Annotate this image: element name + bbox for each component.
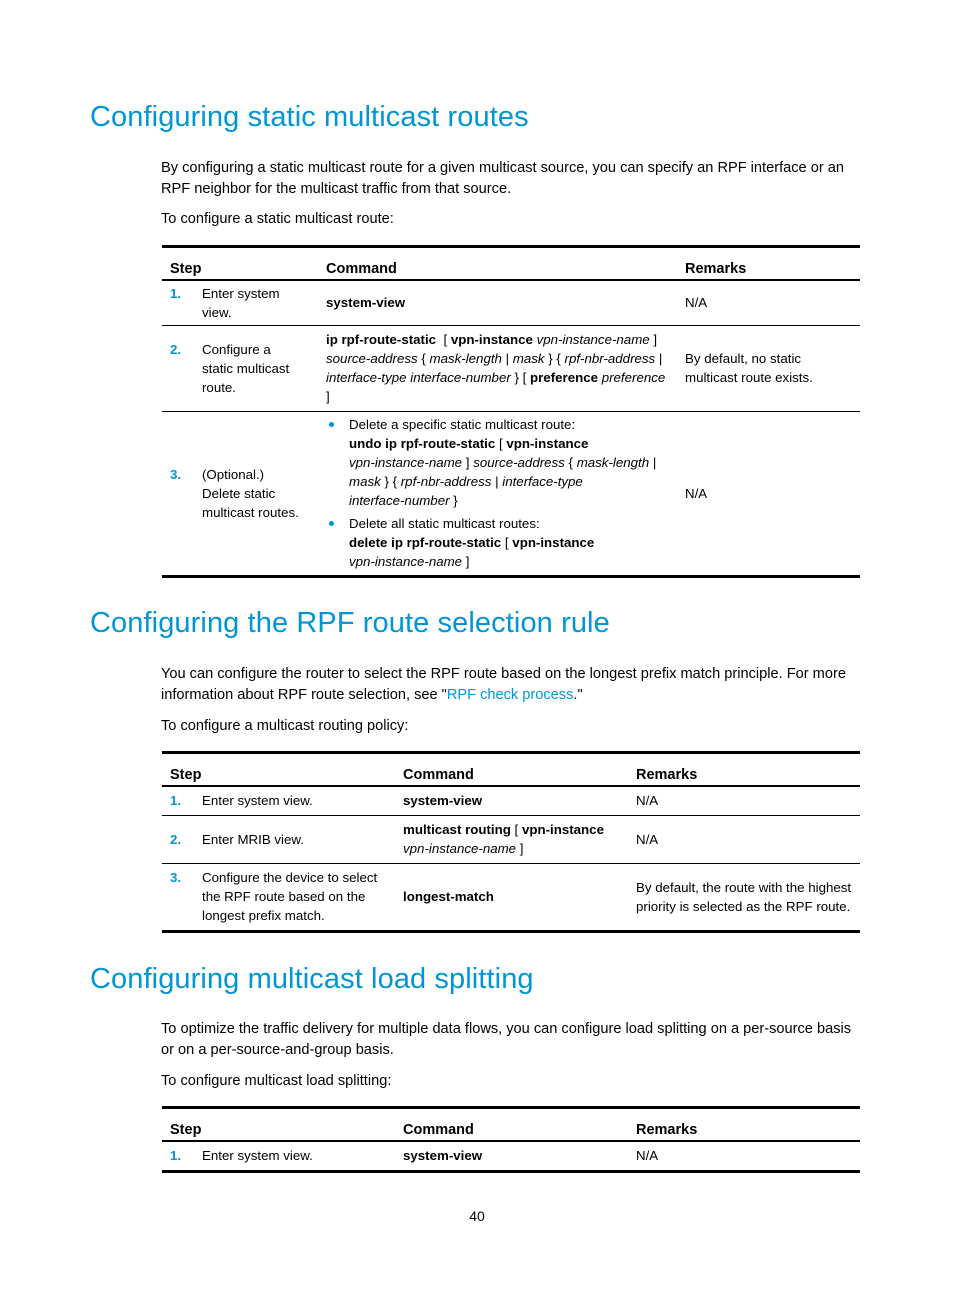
bullet-item: Delete a specific static multicast route: undo ip rpf-route-static [ vpn-instance vpn-instance-name ] source-address { mask-length | mask } { rpf-nbr-address | interface-type interface-number } [326,415,669,510]
command-argument: preference [601,370,666,385]
step-number: 3. [170,466,182,482]
step-cell [162,786,395,815]
rpf-check-process-link[interactable]: RPF check process [446,687,574,703]
remarks-cell: By default, no static multicast route exists. [685,351,813,385]
table-header-row [162,1108,860,1142]
header-remarks: Remarks [685,261,747,277]
header-remarks: Remarks [636,1122,698,1138]
intro-text: You can configure the router to select the RPF route based on the longest prefix match principle. For more information about RPF route selection, see " [161,666,846,703]
step-number: 1. [170,793,182,809]
table-header-row [162,247,860,281]
header-command: Command [403,1122,474,1138]
command-keyword: system-view [403,1148,483,1164]
table-lead-text: To configure a multicast routing policy: [161,718,409,734]
header-command: Command [403,767,474,783]
command-argument: vpn-instance-name [349,455,463,470]
command-argument: interface-number [410,370,511,385]
step-cell [162,1141,395,1171]
table-row [162,863,860,931]
step-cell [162,411,318,576]
command-argument: vpn-instance-name [536,332,650,347]
section-title-rpf-rule: Configuring the RPF route selection rule [90,607,610,639]
rpf-rule-table [162,751,860,933]
table-row [162,815,860,863]
header-step: Step [170,261,202,277]
remarks-cell: N/A [685,485,708,501]
command-keyword: system-view [326,295,406,311]
table-row [162,786,860,815]
command-keyword: vpn-instance [512,535,595,550]
section-title-static-routes: Configuring static multicast routes [90,101,529,133]
step-number: 2. [170,831,182,847]
command-keyword: vpn-instance [450,332,533,347]
step-cell [162,815,395,863]
intro-paragraph: By configuring a static multicast route for a given multicast source, you can specify an RPF interface or an RPF neighbor for the multicast traffic from that source. [161,160,844,197]
step-text: Enter MRIB view. [202,831,304,847]
header-step: Step [170,1122,202,1138]
table-row [162,1141,860,1171]
command-argument: source-address [473,455,565,470]
command-cell: ip rpf-route-static [ vpn-instance vpn-instance-name ] source-address { mask-length | mask } { rpf-nbr-address | interface-type interface-number } [ preference preference ] [326,332,666,404]
header-step: Step [170,767,202,783]
command-keyword: delete ip rpf-route-static [349,535,502,550]
bullet-text: Delete all static multicast routes: [349,516,540,531]
load-splitting-table [162,1106,860,1173]
command-argument: rpf-nbr-address [564,351,656,366]
remarks-cell: N/A [685,295,708,311]
page-number: 40 [469,1208,485,1224]
command-keyword: preference [530,370,598,385]
command-argument: interface-type [502,474,583,489]
command-keyword: multicast routing [403,822,511,837]
command-argument: mask [512,351,545,366]
command-cell [395,786,628,815]
command-argument: mask-length [429,351,502,366]
step-text: Enter system view. [202,285,280,320]
step-text: Enter system view. [202,1148,313,1164]
header-remarks: Remarks [636,767,698,783]
command-argument: vpn-instance-name [349,554,463,569]
command-cell [318,280,677,325]
command-keyword: system-view [403,793,483,809]
step-text: Configure a static multicast route. [202,341,290,395]
step-cell [162,863,395,931]
table-row [162,280,860,325]
command-argument: interface-number [349,493,450,508]
table-header-row [162,753,860,787]
bullet-item: Delete all static multicast routes: delete ip rpf-route-static [ vpn-instance vpn-instance-name ] [326,514,669,571]
step-text: Configure the device to select the RPF route based on the longest prefix match. [202,870,378,923]
intro-paragraph [161,664,866,706]
step-number: 3. [170,870,182,885]
remarks-cell: By default, the route with the highest priority is selected as the RPF route. [636,879,852,914]
command-keyword: vpn-instance [506,436,589,451]
step-number: 1. [170,1148,182,1164]
step-cell [162,325,318,411]
table-lead-text: To configure a static multicast route: [161,211,394,227]
command-argument: rpf-nbr-address [400,474,492,489]
remarks-cell: N/A [636,1148,659,1164]
command-keyword: vpn-instance [521,822,604,837]
command-cell: multicast routing [ vpn-instance vpn-instance-name ] [403,822,604,856]
bullet-text: Delete a specific static multicast route: [349,417,576,432]
table-lead-text: To configure multicast load splitting: [161,1073,392,1089]
table-row [162,411,860,576]
step-number: 1. [170,285,182,301]
command-cell [318,411,677,576]
table-row [162,325,860,411]
remarks-cell: N/A [636,831,659,847]
header-command: Command [326,261,397,277]
command-argument: interface-type [326,370,407,385]
command-keyword: longest-match [403,889,494,904]
command-keyword: undo ip rpf-route-static [349,436,496,451]
step-text: Enter system view. [202,793,313,809]
command-keyword: ip rpf-route-static [326,332,437,347]
command-argument: mask-length [576,455,650,470]
command-cell [395,863,628,931]
command-argument: vpn-instance-name [403,841,517,856]
step-number: 2. [170,341,182,357]
intro-text-end: ." [573,687,583,703]
step-text: (Optional.) Delete static multicast routes. [202,466,299,520]
command-cell [395,1141,628,1171]
step-cell [162,280,318,325]
remarks-cell: N/A [636,793,659,809]
command-argument: mask [349,474,381,489]
section-title-load-splitting: Configuring multicast load splitting [90,963,534,995]
static-route-table [162,245,860,578]
intro-paragraph: To optimize the traffic delivery for multiple data flows, you can configure load splitting on a per-source basis or on a per-source-and-group basis. [161,1021,852,1058]
command-argument: source-address [326,351,418,366]
